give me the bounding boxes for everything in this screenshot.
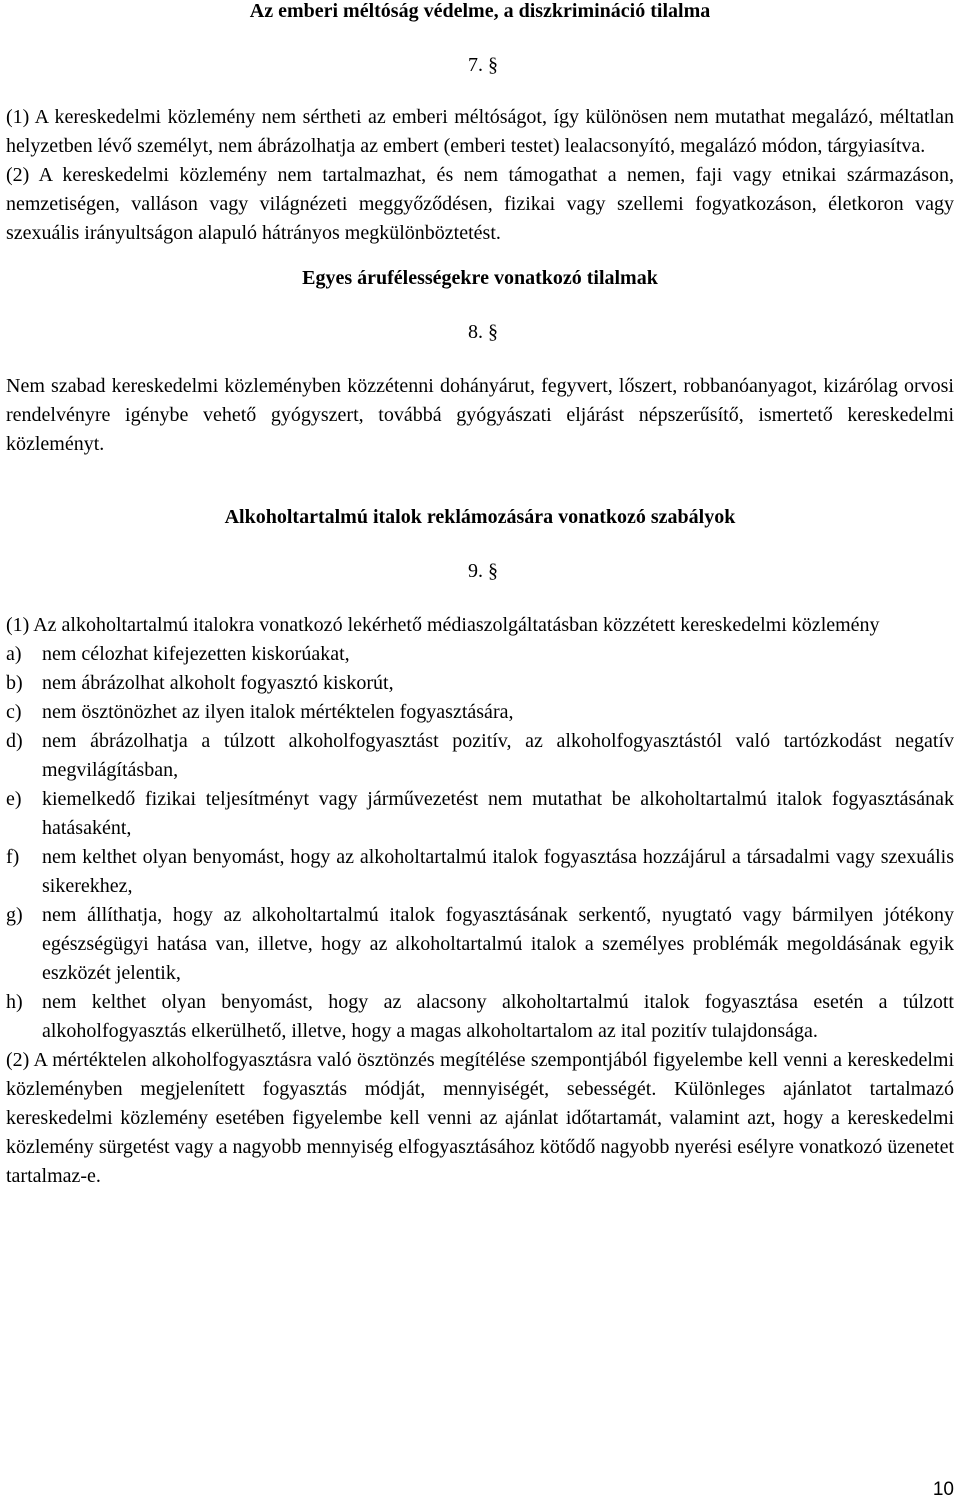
- list-item-text: nem kelthet olyan benyomást, hogy az alkoholtartalmú italok fogyasztása hozzájárul a társadalmi vagy szexuális sikerekhez,: [42, 846, 954, 897]
- section-8-heading: Egyes árufélességekre vonatkozó tilalmak: [302, 267, 658, 289]
- page-number: 10: [932, 1479, 954, 1500]
- list-item: [6, 988, 954, 1046]
- list-item-marker: a): [6, 643, 22, 665]
- section-9-item-list: [6, 640, 954, 1046]
- list-item: [6, 901, 954, 988]
- section-7-paragraph-1: (1) A kereskedelmi közlemény nem sértheti az emberi méltóságot, így különösen nem mutathat megalázó, méltatlan helyzetben lévő személyt, nem ábrázolhatja az embert (emberi testet) lealacsonyító, megalázó módon, tárgyiasítva.: [6, 106, 954, 157]
- section-8-mark: 8. §: [468, 321, 498, 343]
- list-item-text: nem kelthet olyan benyomást, hogy az alacsony alkoholtartalmú italok fogyasztása esetén a túlzott alkoholfogyasztás elkerülhető, illetve, hogy a magas alkoholtartalom az ital pozitív tulajdonsága.: [42, 991, 954, 1042]
- list-item-text: nem ábrázolhat alkoholt fogyasztó kiskorút,: [42, 672, 394, 694]
- list-item-marker: g): [6, 904, 23, 926]
- list-item-text: nem ábrázolhatja a túlzott alkoholfogyasztást pozitív, az alkoholfogyasztástól való tartózkodást negatív megvilágításban,: [42, 730, 954, 781]
- section-9-mark: 9. §: [468, 560, 498, 582]
- section-8-paragraph-1: Nem szabad kereskedelmi közleményben közzétenni dohányárut, fegyvert, lőszert, robbanóanyagot, kizárólag orvosi rendelvényre igénybe vehető gyógyszert, továbbá gyógyászati eljárást népszerűsítő, ismertető kereskedelmi közleményt.: [6, 375, 954, 455]
- list-item: [6, 843, 954, 901]
- list-item-marker: d): [6, 730, 23, 752]
- list-item-text: nem célozhat kifejezetten kiskorúakat,: [42, 643, 350, 665]
- list-item-marker: b): [6, 672, 23, 694]
- list-item: [6, 727, 954, 785]
- section-9-heading: Alkoholtartalmú italok reklámozására vonatkozó szabályok: [224, 506, 736, 528]
- list-item-marker: c): [6, 701, 22, 723]
- list-item: [6, 640, 954, 669]
- list-item-text: kiemelkedő fizikai teljesítményt vagy járművezetést nem mutathat be alkoholtartalmú italok fogyasztásának hatásaként,: [42, 788, 954, 839]
- section-9-intro: (1) Az alkoholtartalmú italokra vonatkozó lekérhető médiaszolgáltatásban közzétett kereskedelmi közlemény: [6, 614, 880, 636]
- list-item: [6, 698, 954, 727]
- list-item-marker: e): [6, 788, 22, 810]
- list-item-text: nem ösztönözhet az ilyen italok mértéktelen fogyasztására,: [42, 701, 514, 723]
- section-9-paragraph-2: (2) A mértéktelen alkoholfogyasztásra való ösztönzés megítélése szempontjából figyelembe kell venni a kereskedelmi közleményben megjelenített fogyasztás módját, mennyiségét, sebességét. Különleges ajánlatot tartalmazó kereskedelmi közlemény esetében figyelembe kell venni az ajánlat időtartamát, valamint azt, hogy a kereskedelmi közlemény sürgetést vagy a nagyobb mennyiség elfogyasztásához kötődő nagyobb nyerési esélyre vonatkozó üzenetet tartalmaz-e.: [6, 1049, 954, 1187]
- section-7-mark: 7. §: [468, 54, 498, 76]
- list-item: [6, 669, 954, 698]
- section-7-heading: Az emberi méltóság védelme, a diszkrimináció tilalma: [249, 0, 711, 22]
- section-7-paragraph-2: (2) A kereskedelmi közlemény nem tartalmazhat, és nem támogathat a nemen, faji vagy etnikai származáson, nemzetiségen, valláson vagy világnézeti meggyőződésen, fizikai vagy szellemi fogyatkozáson, életkoron vagy szexuális irányultságon alapuló hátrányos megkülönböztetést.: [6, 164, 954, 244]
- list-item-marker: f): [6, 846, 20, 868]
- list-item-marker: h): [6, 991, 23, 1013]
- document-page: [6, 0, 954, 1191]
- list-item-text: nem állíthatja, hogy az alkoholtartalmú italok fogyasztásának serkentő, nyugtató vagy bármilyen jótékony egészségügyi hatása van, illetve, hogy az alkoholtartalmú italok a személyes problémák megoldásának egyik eszközét jelentik,: [42, 904, 954, 984]
- list-item: [6, 785, 954, 843]
